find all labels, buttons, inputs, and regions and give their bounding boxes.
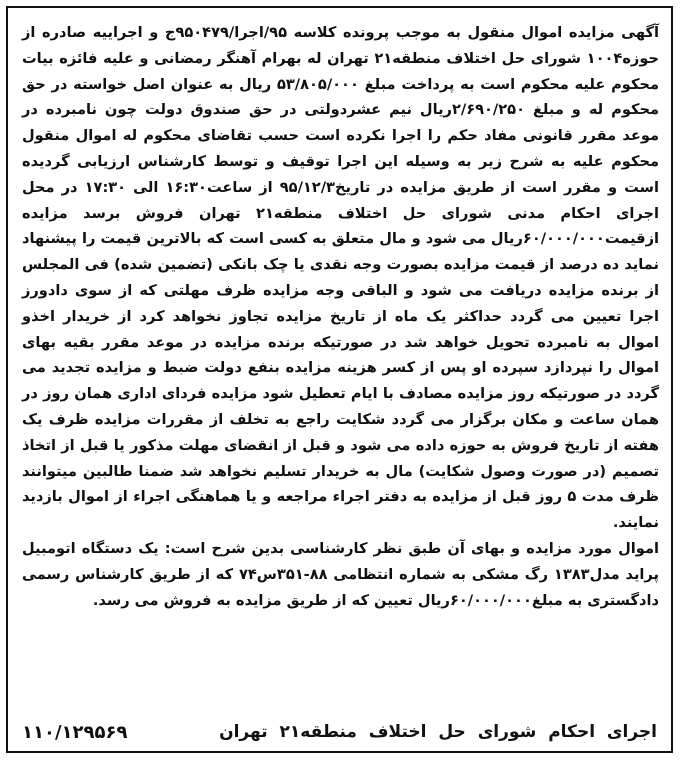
notice-code: ۱۱۰/۱۲۹۵۶۹ [22, 721, 128, 743]
auction-notice [6, 6, 673, 753]
notice-paragraph-main: آگهی مزایده اموال منقول به موجب پرونده کلاسه ۹۵/اجرا/۹۵۰۴۷۹ج و اجراییه صادره از حوزه۱۰۰۴ شورای حل اختلاف منطقه۲۱ تهران له بهرام آهنگر رمضانی و علیه فائزه بیات محکوم علیه محکوم است به پرداخت مبلغ ۵۳/۸۰۵/۰۰۰ ریال به عنوان اصل خواسته در حق محکوم له و مبلغ ۲/۶۹۰/۲۵۰ریال نیم عشردولتی در حق صندوق دولت چون نامبرده در موعد مقرر قانونی مفاد حکم را اجرا نکرده است حسب تقاضای محکوم له اموال منقول محکوم علیه به شرح زیر به وسیله این اجرا توقیف و توسط کارشناس ارزیابی گردیده است و مقرر است از طریق مزایده در تاریخ۹۵/۱۲/۳ از ساعت۱۶:۳۰ الی ۱۷:۳۰ در محل اجرای احکام مدنی شورای حل اختلاف منطقه۲۱ تهران فروش برسد مزایده ازقیمت۶۰/۰۰۰/۰۰۰ریال می شود و مال متعلق به کسی است که بالاترین قیمت را پیشنهاد نماید ده درصد از قیمت مزایده بصورت وجه نقدی یا چک بانکی (تضمین شده) فی المجلس از برنده مزایده دریافت می شود و الباقی وجه مزایده ظرف مهلتی که از سوی دادورز اجرا تعیین می گردد حداکثر یک ماه از تاریخ مزایده تجاوز نخواهد کرد از خریدار اخذو اموال به نامبرده تحویل خواهد شد در صورتیکه برنده مزایده در موعد مقرر بقیه بهای اموال را نپردازد سپرده او پس از کسر هزینه مزایده بنفع دولت ضبط و مزایده تجدید می گردد در صورتیکه روز مزایده مصادف با ایام تعطیل شود مزایده فردای اداری همان روز در همان ساعت و مکان برگزار می گردد شکایت راجع به تخلف از مقررات مزایده ظرف یک هفته از تاریخ فروش به حوزه داده می شود و قبل از انقضای مهلت مذکور یا قبل از اتخاذ تصمیم (در صورت وصول شکایت) مال به خریدار تسلیم نخواهد شد ضمنا طالبین میتوانند ظرف مدت ۵ روز قبل از مزایده به دفتر اجراء مراجعه و یا هماهنگی اجراء از اموال بازدید نمایند. [22, 24, 660, 532]
notice-footer [22, 718, 657, 746]
issuer-name: اجرای احکام شورای حل اختلاف منطقه۲۱ تهران [219, 722, 657, 742]
notice-paragraph-property: اموال مورد مزایده و بهای آن طبق نظر کارشناسی بدین شرح است: یک دستگاه اتومبیل پراید مدل۱۳۸۳ رگ مشکی به شماره انتظامی ۸۸-۳۵۱س۷۴ که از طریق کارشناس رسمی دادگستری به مبلغ۶۰/۰۰۰/۰۰۰ریال تعیین که از طریق مزایده به فروش می رسد. [22, 539, 659, 609]
notice-body [22, 20, 659, 613]
